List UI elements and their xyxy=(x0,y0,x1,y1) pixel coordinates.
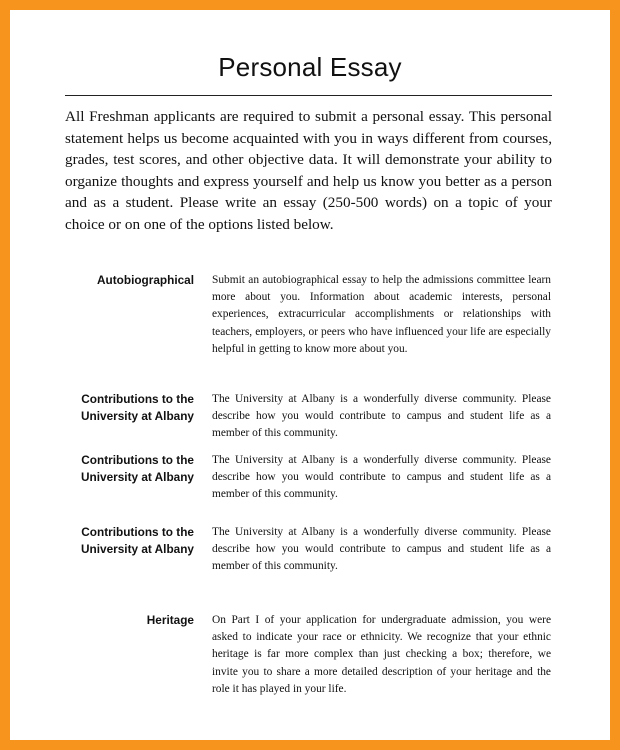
essay-option-label: Contributions to the University at Albany xyxy=(81,525,194,556)
intro-paragraph: All Freshman applicants are required to submit a personal essay. This personal statement helps us become acquainted with you in ways different from courses, grades, test scores, and other objective data. It will demonstrate your ability to organize thoughts and express yourself and help us know you better as a person and as a student. Please write an essay (250-500 words) on a topic of your choice or on one of the options listed below. xyxy=(65,108,552,233)
essay-option-description: On Part I of your application for undergraduate admission, you were asked to indicate your race or ethnicity. We recognize that your ethnic heritage is far more complex than just checking a box; therefore, we invite you to share a more detailed description of your heritage and the role it has played in your life. xyxy=(212,614,551,695)
essay-option-description: The University at Albany is a wonderfully diverse community. Please describe how you would contribute to campus and student life as a member of this community. xyxy=(212,393,551,440)
essay-option-description: Submit an autobiographical essay to help the admissions committee learn more about you. Information about academic interests, personal experiences, extracurricular accomplishments or relationships with teachers, employers, or peers who have influenced your life are especially helpful in getting to know more about you. xyxy=(212,274,551,355)
essay-option-label: Autobiographical xyxy=(97,273,194,287)
essay-option-label: Heritage xyxy=(146,613,194,627)
essay-option-label: Contributions to the University at Albany xyxy=(81,392,194,423)
title-divider xyxy=(65,95,552,96)
essay-option-label: Contributions to the University at Albany xyxy=(81,453,194,484)
essay-option-description: The University at Albany is a wonderfully diverse community. Please describe how you would contribute to campus and student life as a member of this community. xyxy=(212,526,551,573)
page-title: Personal Essay xyxy=(218,52,402,82)
essay-option-description: The University at Albany is a wonderfully diverse community. Please describe how you would contribute to campus and student life as a member of this community. xyxy=(212,454,551,501)
